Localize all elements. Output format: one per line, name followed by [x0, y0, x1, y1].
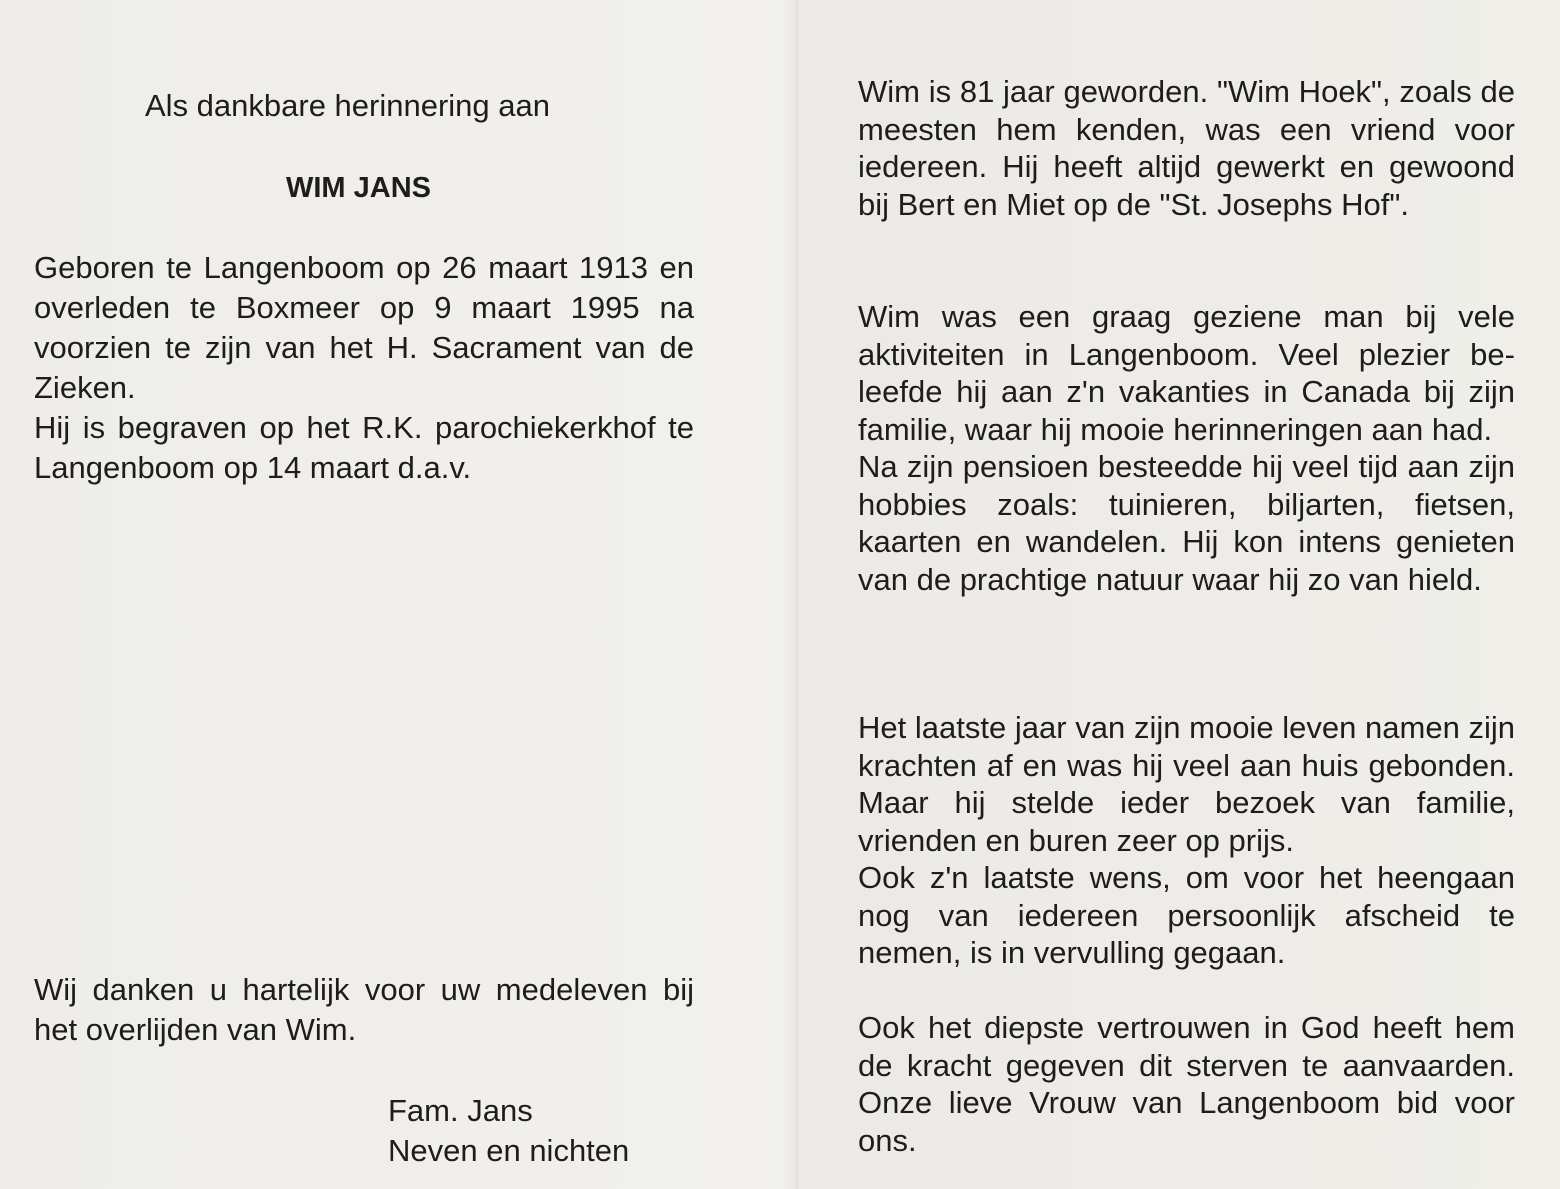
prayer-paragraph: Ook het diepste vertrouwen in God heeft hem de kracht gegeven dit sterven te aanvaarden. Onze lieve Vrouw van Langenboom bid voor ons.: [858, 1010, 1515, 1158]
activities-text: Wim was een graag geziene man bij vele aktiviteiten in Langenboom. Veel plezier beleefde hij aan z'n vakanties in Canada bij zijn familie, waar hij mooie herinneringen aan had.: [858, 299, 1515, 447]
signature-relatives: Neven en nichten: [388, 1133, 630, 1168]
signature-family: Fam. Jans: [388, 1093, 533, 1128]
burial-text: Hij is begraven op het R.K. parochiekerkhof te Langenboom op 14 maart d.a.v.: [34, 410, 694, 485]
hobbies-text: Na zijn pensioen besteedde hij veel tijd aan zijn hobbies zoals: tuinieren, biljarten, fietsen, kaarten en wandelen. Hij kon intens genieten van de prachtige natuur waar hij zo van hield.: [858, 449, 1515, 597]
last-year-text: Het laatste jaar van zijn mooie leven namen zijn krachten af en was hij veel aan huis gebonden. Maar hij stelde ieder bezoek van familie, vrienden en buren zeer op prijs.: [858, 710, 1515, 858]
last-wish-text: Ook z'n laatste wens, om voor het heengaan nog van iedereen persoonlijk afscheid te nemen, is in vervulling gegaan.: [858, 860, 1515, 970]
signature: [388, 1091, 629, 1171]
life-dates-paragraph: [34, 248, 694, 488]
biography-paragraph-3: [858, 709, 1515, 972]
right-page: [798, 0, 1560, 1189]
biography-paragraph-2: [858, 298, 1515, 598]
birth-death-text: Geboren te Langenboom op 26 maart 1913 en overleden te Boxmeer op 9 maart 1995 na voorzien te zijn van het H. Sacrament van de Zieken.: [34, 250, 694, 405]
intro-text: Als dankbare herinnering aan: [145, 88, 550, 123]
biography-paragraph-1: Wim is 81 jaar geworden. "Wim Hoek", zoals de meesten hem kenden, was een vriend voor iedereen. Hij heeft altijd gewerkt en gewoond bij Bert en Miet op de "St. Josephs Hof".: [858, 74, 1515, 222]
thanks-text: Wij danken u hartelijk voor uw medeleven bij het overlijden van Wim.: [34, 972, 694, 1047]
deceased-name: WIM JANS: [286, 172, 431, 204]
